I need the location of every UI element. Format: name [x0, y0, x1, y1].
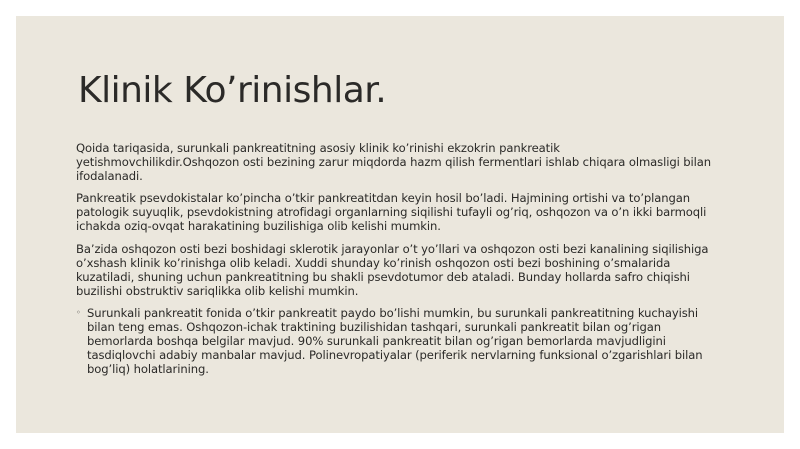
paragraph-pseudocysts: Pankreatik psevdokistalar ko’pincha o’tkir pankreatitdan keyin hosil bo’ladi. Hajmining ortishi va to’plangan patologik suyuqlik, psevdokistning atrofidagi organlarning siqilishi tufayli og’riq, oshqozon va o’n ikki barmoqli ichakda oziq-ovqat harakatining buzilishiga olib kelishi mumkin.: [76, 191, 707, 234]
bullet-item: [76, 306, 726, 376]
paragraph-exocrine-insufficiency: Qoida tariqasida, surunkali pankreatitning asosiy klinik ko’rinishi ekzokrin pankreatik yetishmovchilikdir.Oshqozon osti bezining zarur miqdorda hazm qilish fermentlari ishlab chiqara olmasligi bilan ifodalanadi.: [76, 141, 712, 184]
paragraph-pseudotumor: Ba’zida oshqozon osti bezi boshidagi sklerotik jarayonlar o’t yo’llari va oshqozon osti bezi kanalining siqilishiga o’xshash klinik ko’rinishga olib keladi. Xuddi shunday ko’rinish oshqozon osti bezi boshining o’smalarida kuzatiladi, shuning uchun pankreatitning bu shakli psevdotumor deb ataladi. Bunday hollarda safro chiqishi buzilishi obstruktiv sariqlikka olib kelishi mumkin.: [76, 241, 709, 298]
slide: [16, 16, 784, 433]
bullet-text: Surunkali pankreatit fonida o’tkir pankreatit paydo bo’lishi mumkin, bu surunkali pankreatitning kuchayishi bilan teng emas. Oshqozon-ichak traktining buzilishidan tashqari, surunkali pankreatit bilan og’rigan bemorlarda boshqa belgilar mavjud. 90% surunkali pankreatit bilan og’rigan bemorlarda mavjudligini tasdiqlovchi adabiy manbalar mavjud. Polinevropatiyalar (periferik nervlarning funksional o’zgarishlari bilan bog’liq) holatlarining.: [87, 305, 703, 377]
slide-body: [76, 141, 726, 376]
bullet-marker-icon: ◦: [76, 307, 81, 317]
slide-title: Klinik Ko’rinishlar.: [78, 70, 387, 111]
